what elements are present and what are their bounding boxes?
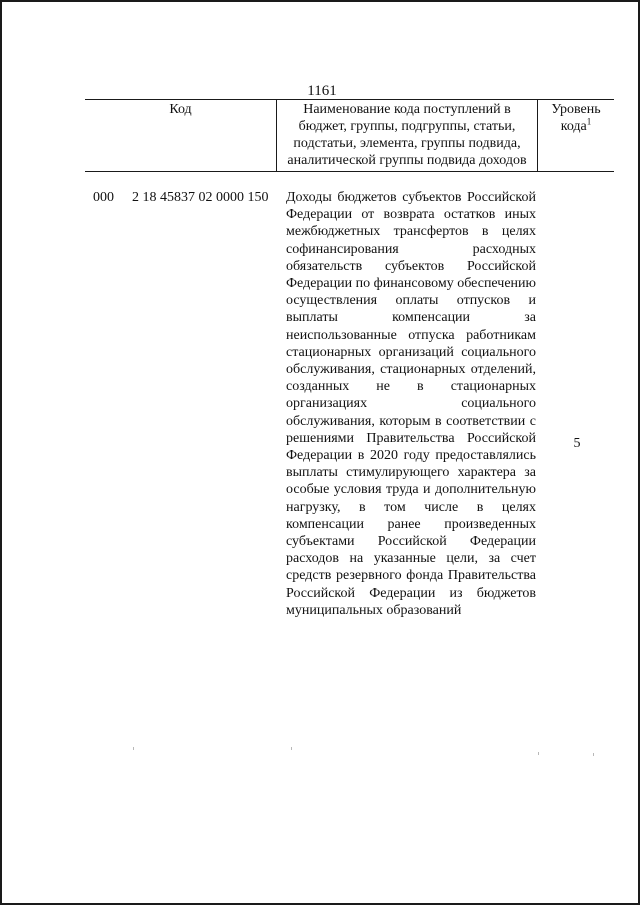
page-number: 1161	[307, 83, 337, 99]
footnote-marker: 1	[586, 116, 592, 127]
header-row	[85, 100, 614, 172]
header-code-cell	[85, 100, 277, 172]
header-code-label: Код	[169, 102, 192, 117]
scan-speck	[538, 752, 539, 755]
header-name-cell	[277, 100, 538, 172]
row-description: Доходы бюджетов субъектов Российской Федерации от возврата остатков иных межбюджетных трансфертов в целях софинансирования расходных обязательств субъектов Российской Федерации по финансовому обеспечению осуществления оплаты отпусков и выплаты компенсации за неиспользованные отпуска работникам стационарных организаций социального обслуживания, стационарных отделений, созданных не в стационарных организациях социального обслуживания, которым в соответствии с решениями Правительства Российской Федерации в 2020 году предоставлялись выплаты стимулирующего характера за особые условия труда и дополнительную нагрузку, в том числе в целях компенсации ранее произведенных субъектами Российской Федерации расходов на указанные цели, за счет средств резервного фонда Правительства Российской Федерации из бюджетов муниципальных образований	[286, 190, 536, 618]
scan-speck	[133, 747, 134, 750]
header-table	[85, 99, 614, 172]
scan-speck	[291, 747, 292, 750]
row-code: 2 18 45837 02 0000 150	[132, 190, 269, 205]
header-level-label: Уровень кода	[551, 102, 601, 134]
row-level: 5	[573, 436, 581, 451]
header-level-cell	[538, 100, 615, 172]
header-name-label: Наименование кода поступлений в бюджет, группы, подгруппы, статьи, подстатьи, элемента, группы подвида, аналитической группы подвида доходов	[287, 102, 527, 168]
scan-speck	[593, 753, 594, 756]
row-code-prefix: 000	[93, 190, 114, 205]
